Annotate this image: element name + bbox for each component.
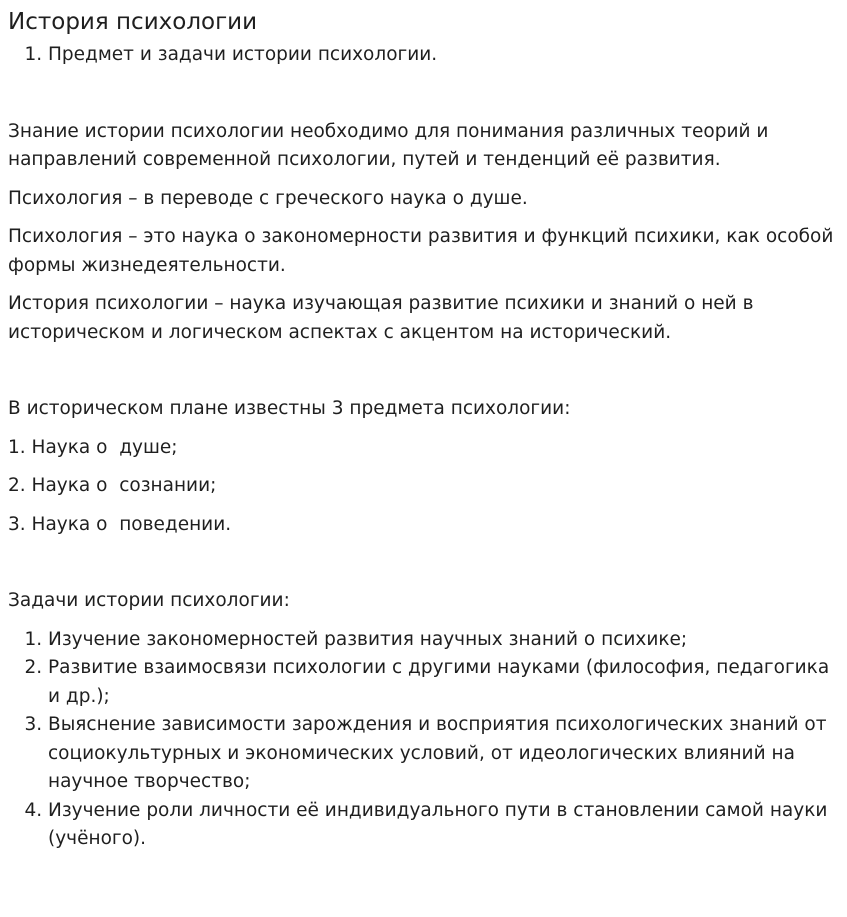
paragraph-psychology-definition: Психология – это наука о закономерности развития и функций психики, как особой формы жизнедеятельности. <box>8 226 834 276</box>
spacer <box>8 539 839 587</box>
document-title: История психологии <box>8 9 258 35</box>
paragraph-psychology-translation: Психология – в переводе с греческого наука о душе. <box>8 187 528 209</box>
list-item: 1. Предмет и задачи истории психологии. <box>48 41 839 70</box>
subject-item: 3. Наука о поведении. <box>8 513 232 535</box>
tasks-list <box>8 626 839 854</box>
task-item: 4. Изучение роли личности её индивидуального пути в становлении самой науки (учёного). <box>48 797 839 854</box>
subject-item: 2. Наука о сознании; <box>8 475 217 496</box>
subject-item: 1. Наука о душе; <box>8 436 178 458</box>
task-item: 1. Изучение закономерностей развития научных знаний о психике; <box>48 626 839 655</box>
paragraph-history-definition: История психологии – наука изучающая развитие психики и знаний о ней в историческом и логическом аспектах с акцентом на исторический. <box>8 293 754 343</box>
top-list <box>8 41 839 70</box>
paragraph-history-knowledge: Знание истории психологии необходимо для понимания различных теорий и направлений современной психологии, путей и тенденций её развития. <box>8 120 769 170</box>
task-item: 2. Развитие взаимосвязи психологии с другими науками (философия, педагогика и др.); <box>48 654 839 711</box>
task-item: 3. Выяснение зависимости зарождения и восприятия психологических знаний от социокультурных и экономических условий, от идеологических влияний на научное творчество; <box>48 711 839 797</box>
subjects-intro: В историческом плане известны 3 предмета психологии: <box>8 398 571 419</box>
tasks-intro: Задачи истории психологии: <box>8 590 290 611</box>
spacer <box>8 347 839 395</box>
spacer <box>8 70 839 118</box>
